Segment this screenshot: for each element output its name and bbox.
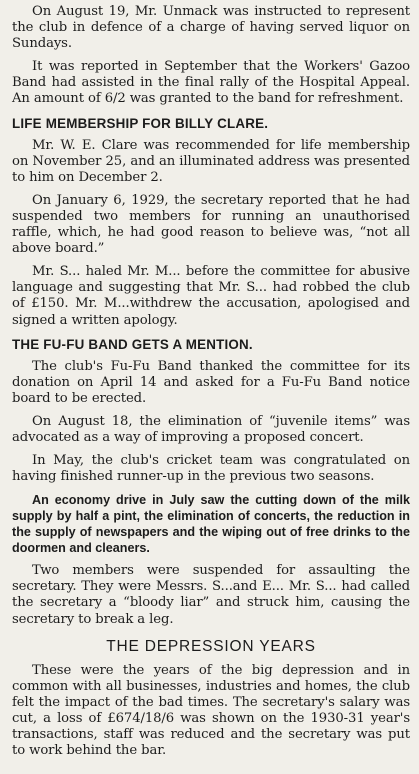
- paragraph-juvenile-items: On August 18, the elimination of “juvenile items” was advocated as a way of improving a proposed concert.: [12, 413, 410, 445]
- paragraph-fu-fu-donation: The club's Fu-Fu Band thanked the committee for its donation on April 14 and asked for a Fu-Fu Band notice board to be erected.: [12, 358, 410, 406]
- paragraph-unmack-liquor: On August 19, Mr. Unmack was instructed to represent the club in defence of a charge of having served liquor on Sundays.: [12, 4, 410, 52]
- paragraph-economy-drive: An economy drive in July saw the cutting down of the milk supply by half a pint, the elimination of concerts, the reduction in the supply of newspapers and the wiping out of free drinks to the doormen and cleaners.: [12, 493, 410, 556]
- heading-depression-years: THE DEPRESSION YEARS: [106, 637, 316, 655]
- paragraph-abusive-language: Mr. S... haled Mr. M... before the committee for abusive language and suggesting that Mr. S... had robbed the club of £150. Mr. M...withdrew the accusation, apologised and signed a written apology.: [12, 264, 410, 328]
- paragraph-assault-suspension: Two members were suspended for assaulting the secretary. They were Messrs. S...and E... Mr. S... had called the secretary a “bloody liar” and struck him, causing the secretary to break a leg.: [12, 563, 410, 627]
- paragraph-raffle-suspension: On January 6, 1929, the secretary reported that he had suspended two members for running an unauthorised raffle, which, he had good reason to believe was, “not all above board.”: [12, 192, 410, 257]
- paragraph-cricket-team: In May, the club's cricket team was congratulated on having finished runner-up in the previous two seasons.: [12, 453, 410, 485]
- paragraph-depression: These were the years of the big depression and in common with all businesses, industries and homes, the club felt the impact of the bad times. The secretary's salary was cut, a loss of £674/18/6 was shown on the 1930-31 year's transactions, staff was reduced and the secretary was put to work behind the bar.: [12, 662, 410, 759]
- heading-life-membership: LIFE MEMBERSHIP FOR BILLY CLARE.: [12, 115, 269, 131]
- heading-fu-fu-band: THE FU-FU BAND GETS A MENTION.: [12, 336, 253, 352]
- paragraph-gazoo-band: It was reported in September that the Workers' Gazoo Band had assisted in the final rally of the Hospital Appeal. An amount of 6/2 was granted to the band for refreshment.: [12, 59, 410, 107]
- paragraph-clare-membership: Mr. W. E. Clare was recommended for life membership on November 25, and an illuminated address was presented to him on December 2.: [12, 137, 410, 185]
